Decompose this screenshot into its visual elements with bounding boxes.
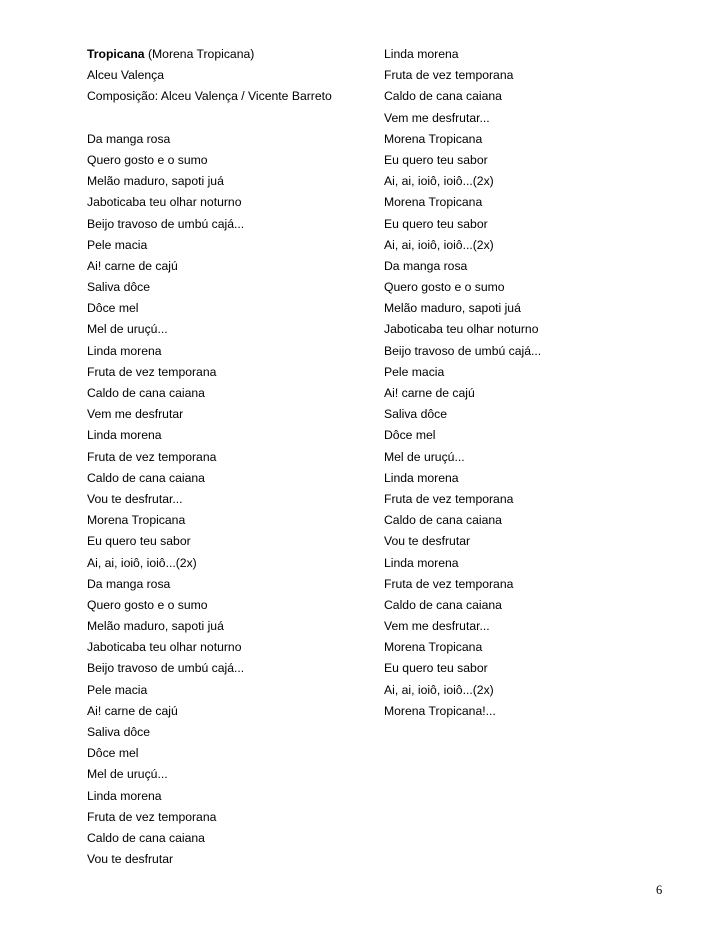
lyric-line: Pele macia [87,237,148,252]
lyric-line: Jaboticaba teu olhar noturno [87,195,242,210]
lyric-line: Linda morena [384,470,459,485]
lyric-line: Quero gosto e o sumo [87,597,208,612]
lyric-line: Linda morena [87,343,162,358]
lyric-line: Alceu Valença [87,68,165,83]
lyric-line: Quero gosto e o sumo [384,280,505,295]
lyric-line: Ai! carne de cajú [87,258,178,273]
lyric-line: Vou te desfrutar [87,852,174,867]
lyric-line: Morena Tropicana [384,131,483,146]
lyric-line: Ai, ai, ioiô, ioiô...(2x) [87,555,197,570]
lyric-line: Saliva dôce [384,407,448,422]
song-title: Tropicana [87,47,145,61]
lyric-line: Saliva dôce [87,725,151,739]
lyric-line: Mel de uruçú... [384,449,465,464]
lyric-line: Vou te desfrutar [384,534,471,549]
lyrics-left-column [87,44,367,870]
lyric-line: Vem me desfrutar... [384,619,490,634]
lyric-line: Pele macia [384,364,445,379]
lyric-line: Linda morena [87,428,162,443]
lyric-line: Ai! carne de cajú [87,703,178,718]
lyric-line [87,108,367,129]
lyric-line: Vem me desfrutar [87,407,184,422]
lyric-line: Linda morena [384,555,459,570]
lyric-line: Da manga rosa [384,258,468,273]
lyric-line: Da manga rosa [87,576,171,591]
lyric-line: Eu quero teu sabor [384,216,488,231]
lyric-line: Dôce mel [87,746,139,761]
lyric-line: Eu quero teu sabor [384,661,488,676]
lyric-line: Melão maduro, sapoti juá [87,174,224,189]
lyric-line: Caldo de cana caiana [87,830,205,845]
lyric-line: Linda morena [384,47,459,61]
lyric-line: Vem me desfrutar... [384,110,490,125]
lyric-line: Caldo de cana caiana [87,386,205,400]
song-subtitle: (Morena Tropicana) [144,47,255,61]
lyrics-right-column [384,44,684,722]
lyric-line: Melão maduro, sapoti juá [87,619,224,634]
lyric-line: Ai, ai, ioiô, ioiô...(2x) [384,682,494,697]
lyric-line: Caldo de cana caiana [384,513,502,528]
lyric-line: Quero gosto e o sumo [87,152,208,167]
lyric-line: Ai, ai, ioiô, ioiô...(2x) [384,237,494,252]
song-title-line [87,44,367,65]
lyric-line: Fruta de vez temporana [87,449,217,464]
lyric-line: Dôce mel [87,301,139,316]
page-number: 6 [656,883,663,897]
lyric-line: Jaboticaba teu olhar noturno [384,322,539,337]
lyric-line: Caldo de cana caiana [87,470,205,485]
lyric-line: Eu quero teu sabor [87,534,191,549]
lyric-line: Morena Tropicana [384,640,483,655]
lyric-line: Morena Tropicana!... [384,703,496,718]
lyric-line: Saliva dôce [87,280,151,295]
lyric-line: Vou te desfrutar... [87,491,183,506]
lyric-line: Fruta de vez temporana [384,491,514,506]
lyric-line: Dôce mel [384,428,436,443]
lyric-line: Mel de uruçú... [87,767,168,782]
lyric-line: Fruta de vez temporana [384,68,514,83]
lyric-line: Ai! carne de cajú [384,386,475,400]
lyric-line: Ai, ai, ioiô, ioiô...(2x) [384,174,494,189]
lyric-line: Fruta de vez temporana [384,576,514,591]
lyric-line: Linda morena [87,788,162,803]
lyric-line: Beijo travoso de umbú cajá... [384,343,542,358]
lyric-line: Caldo de cana caiana [384,597,502,612]
lyric-line: Beijo travoso de umbú cajá... [87,216,245,231]
lyric-line: Caldo de cana caiana [384,89,502,104]
lyric-line: Composição: Alceu Valença / Vicente Barreto [87,89,332,104]
lyric-line: Pele macia [87,682,148,697]
lyric-line: Fruta de vez temporana [87,809,217,824]
lyric-line: Mel de uruçú... [87,322,168,337]
lyric-line: Fruta de vez temporana [87,364,217,379]
lyric-line: Da manga rosa [87,131,171,146]
lyric-line: Beijo travoso de umbú cajá... [87,661,245,676]
lyric-line: Morena Tropicana [384,195,483,210]
lyric-line: Eu quero teu sabor [384,152,488,167]
lyric-line: Jaboticaba teu olhar noturno [87,640,242,655]
lyric-line: Morena Tropicana [87,513,186,528]
lyric-line: Melão maduro, sapoti juá [384,301,521,316]
